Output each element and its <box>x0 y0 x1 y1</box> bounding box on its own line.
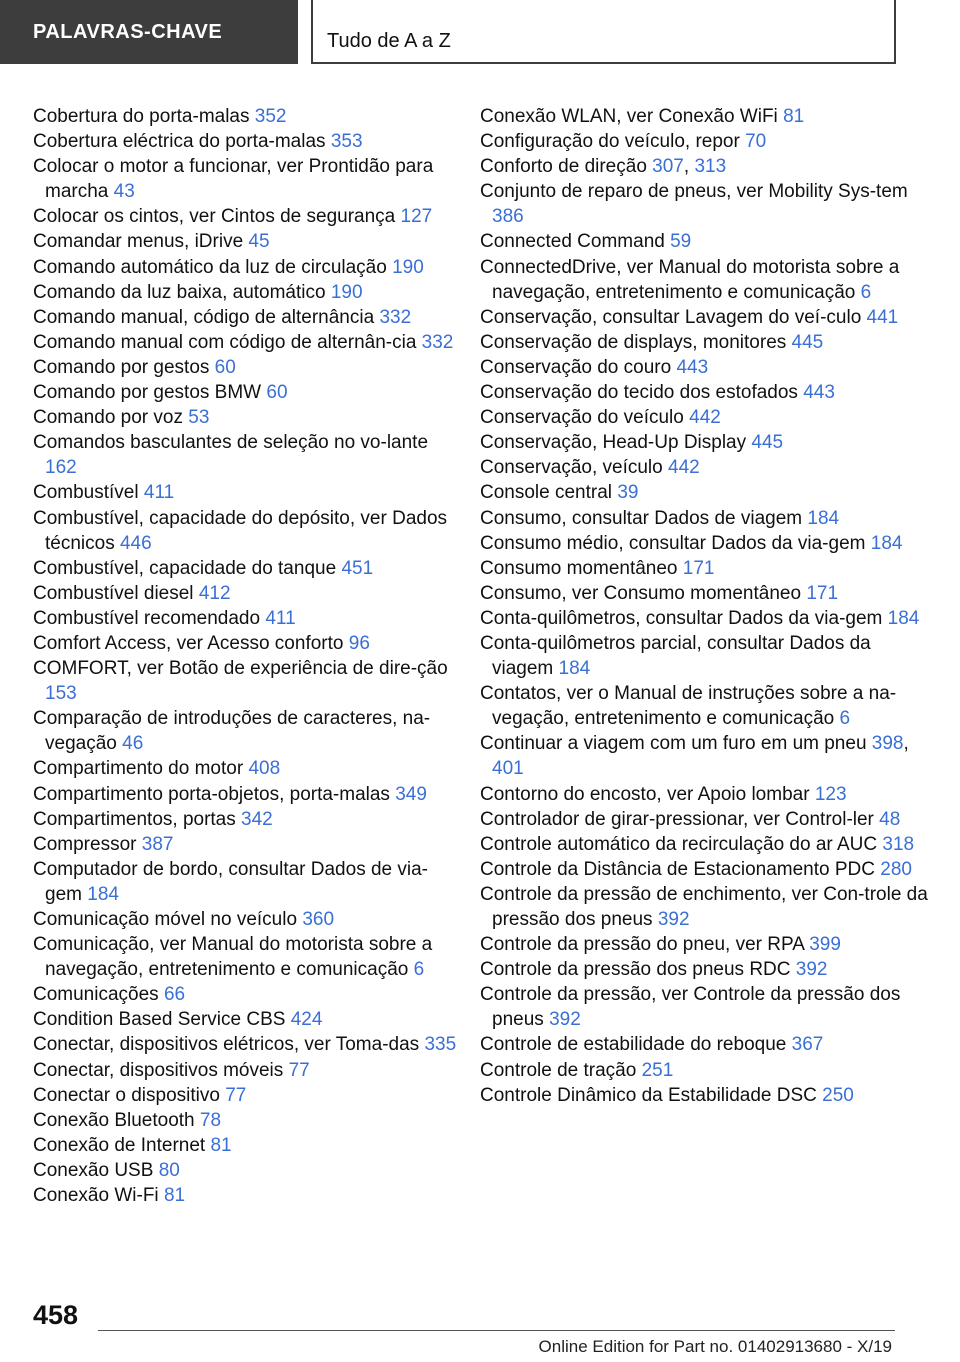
index-term: Conjunto de reparo de pneus, ver Mobility Sys-tem <box>480 181 908 203</box>
index-term: Conectar, dispositivos elétricos, ver Toma-das <box>33 1034 420 1056</box>
index-entry <box>480 857 930 882</box>
page-reference-link[interactable]: 411 <box>143 482 175 504</box>
subsection-tab[interactable]: Tudo de A a Z <box>311 0 896 64</box>
page-reference-link[interactable]: 360 <box>302 909 335 930</box>
index-entry <box>480 179 930 229</box>
index-term: Combustível recomendado <box>33 607 261 629</box>
page-reference-link[interactable]: 6 <box>839 708 851 730</box>
page-reference-link[interactable]: 46 <box>122 733 144 755</box>
page-reference-link[interactable]: 451 <box>341 557 374 579</box>
page-reference-link[interactable]: 66 <box>163 984 186 1006</box>
page-reference-link[interactable]: 318 <box>882 833 915 855</box>
page-reference-link[interactable]: 60 <box>266 382 288 404</box>
page-reference-link[interactable]: 446 <box>119 532 152 554</box>
page-reference-link[interactable]: 443 <box>803 382 835 404</box>
index-entry <box>33 204 463 229</box>
index-entry <box>33 656 463 706</box>
index-term: Controle da pressão de enchimento, ver Con-trole da pressão dos pneus <box>480 883 928 930</box>
index-term: Comfort Access, ver Acesso conforto <box>33 632 344 654</box>
page-reference-link[interactable]: 392 <box>795 959 828 981</box>
index-term: Contorno do encosto, ver Apoio lombar <box>480 783 810 805</box>
page-reference-link[interactable]: 162 <box>45 457 77 479</box>
index-entry <box>33 405 463 430</box>
index-term: Combustível, capacidade do depósito, ver Dados técnicos <box>33 507 448 554</box>
index-term: Comando manual com código de alternân-cia <box>33 331 417 353</box>
index-term: Controle Dinâmico da Estabilidade DSC <box>480 1084 817 1106</box>
index-entry <box>480 480 930 505</box>
index-entry <box>480 932 930 957</box>
page-reference-link[interactable]: 184 <box>807 507 840 529</box>
index-term: Consumo, consultar Dados de viagem <box>480 507 803 529</box>
index-entry <box>480 681 930 731</box>
page-reference-link[interactable]: 184 <box>870 532 903 554</box>
index-term: Controle automático da recirculação do ar AUC <box>480 833 878 855</box>
index-entry <box>33 581 463 606</box>
page-reference-link[interactable]: 184 <box>887 607 920 629</box>
index-entry <box>33 631 463 656</box>
page-reference-link[interactable]: 353 <box>330 131 363 153</box>
page-reference-link[interactable]: 60 <box>214 356 236 378</box>
index-entry <box>33 706 463 756</box>
page-reference-link[interactable]: 81 <box>210 1134 232 1156</box>
index-term: Controle da pressão do pneu, ver RPA <box>480 934 804 956</box>
index-entry <box>33 305 463 330</box>
index-entry <box>33 355 463 380</box>
index-term: Colocar os cintos, ver Cintos de segurança <box>33 206 396 228</box>
index-term: Comparação de introduções de caracteres, na-vegação <box>33 708 431 755</box>
index-entry <box>480 355 930 380</box>
page-reference-link[interactable]: 153 <box>45 683 77 705</box>
page-reference-link[interactable]: 80 <box>158 1159 180 1181</box>
index-entry <box>480 1032 930 1057</box>
index-entry <box>480 982 930 1032</box>
index-entry <box>480 1083 930 1108</box>
index-term: Controle da pressão, ver Controle da pressão dos pneus <box>480 984 901 1031</box>
index-term: Console central <box>480 482 613 504</box>
page-reference-link[interactable]: 367 <box>791 1034 824 1056</box>
index-entry <box>480 631 930 681</box>
page-reference-link[interactable]: 184 <box>87 883 119 905</box>
page-reference-link[interactable]: 171 <box>682 557 715 579</box>
index-entry <box>33 932 463 982</box>
index-term: Comunicações <box>33 984 159 1006</box>
page-reference-link[interactable]: 127 <box>400 206 433 228</box>
index-entry <box>480 832 930 857</box>
page-reference-link[interactable]: 6 <box>413 959 425 981</box>
section-tab[interactable]: PALAVRAS-CHAVE <box>0 0 298 64</box>
index-entry <box>480 380 930 405</box>
index-term: Configuração do veículo, repor <box>480 131 740 153</box>
index-entry: Conforto de direção 307, 313 <box>480 156 727 178</box>
index-entry <box>480 882 930 932</box>
page-header <box>0 0 960 66</box>
page-reference-link[interactable]: 77 <box>225 1084 247 1106</box>
index-entry <box>480 957 930 982</box>
index-entry <box>33 556 463 581</box>
page-reference-link[interactable]: 250 <box>822 1084 854 1106</box>
page-reference-link[interactable]: 6 <box>860 281 872 303</box>
index-entry <box>480 455 930 480</box>
index-term: Conexão WLAN, ver Conexão WiFi <box>480 106 778 127</box>
index-term: Comandos basculantes de seleção no vo-lante <box>33 432 429 454</box>
index-term: Contatos, ver o Manual de instruções sobre a na-vegação, entretenimento e comunicação <box>480 683 897 730</box>
index-term: Comando automático da luz de circulação <box>33 256 387 278</box>
page-reference-link[interactable]: 392 <box>549 1009 581 1031</box>
index-entry <box>480 305 930 330</box>
index-entry <box>33 1083 463 1108</box>
page-reference-link[interactable]: 280 <box>880 858 912 880</box>
index-term: Combustível diesel <box>33 582 194 604</box>
index-term: Conservação, veículo <box>480 457 663 479</box>
index-entry <box>480 405 930 430</box>
index-term: Comunicação, ver Manual do motorista sobre a navegação, entretenimento e comunicação <box>33 934 433 981</box>
index-term: Comando da luz baixa, automático <box>33 281 326 303</box>
index-entry <box>33 480 463 505</box>
index-term: Conta-quilômetros parcial, consultar Dados da viagem <box>480 632 871 680</box>
index-term: Comando por voz <box>33 407 183 429</box>
page-reference-link[interactable]: 251 <box>641 1059 674 1081</box>
index-entry <box>33 280 463 305</box>
index-entry <box>33 832 463 857</box>
index-term: Compartimentos, portas <box>33 808 236 830</box>
index-term: Computador de bordo, consultar Dados de via-gem <box>33 858 429 905</box>
index-entry <box>480 556 930 581</box>
index-term: Conservação de displays, monitores <box>480 331 787 353</box>
page-reference-link[interactable]: 335 <box>424 1034 457 1056</box>
index-entry <box>480 330 930 355</box>
page-reference-link[interactable]: 398 <box>871 733 904 755</box>
index-entry <box>480 1058 930 1083</box>
page-reference-link[interactable]: 123 <box>814 783 847 805</box>
page-reference-link[interactable]: 53 <box>188 407 210 429</box>
index-entry <box>33 1058 463 1083</box>
index-entry <box>480 581 930 606</box>
index-entry <box>33 330 463 355</box>
page-reference-link[interactable]: 332 <box>421 331 454 353</box>
index-term: Compartimento porta-objetos, porta-malas <box>33 783 390 805</box>
index-entry <box>33 506 463 556</box>
page-reference-link[interactable]: 70 <box>745 131 767 153</box>
index-entry <box>33 857 463 907</box>
index-term: Conectar, dispositivos móveis <box>33 1059 284 1081</box>
index-term: Conservação, Head-Up Display <box>480 432 747 454</box>
index-entry <box>33 1133 463 1158</box>
index-term: Controle da Distância de Estacionamento PDC <box>480 858 875 880</box>
index-term: Conta-quilômetros, consultar Dados da via-gem <box>480 607 883 629</box>
page-reference-link[interactable]: 441 <box>866 306 899 328</box>
page-number: 458 <box>33 1300 79 1330</box>
index-entry <box>33 907 463 932</box>
page-reference-link[interactable]: 352 <box>254 106 287 127</box>
index-column-left <box>33 104 463 1208</box>
index-entry <box>33 430 463 480</box>
index-term: Comando manual, código de alternância <box>33 306 375 328</box>
index-term: Comando por gestos BMW <box>33 382 262 404</box>
page-reference-link[interactable]: 424 <box>290 1009 323 1031</box>
index-entry <box>480 531 930 556</box>
page-reference-link[interactable]: 401 <box>492 758 524 780</box>
index-entry <box>33 756 463 781</box>
page-reference-link[interactable]: 443 <box>676 356 709 378</box>
index-term: Controle de estabilidade do reboque <box>480 1034 787 1056</box>
index-entry <box>480 129 930 154</box>
page-reference-link[interactable]: 48 <box>879 808 901 830</box>
page-reference-link[interactable]: 442 <box>689 407 721 429</box>
page-reference-link[interactable]: 307 <box>652 156 684 178</box>
index-term: Cobertura do porta-malas <box>33 106 250 127</box>
index-term: Consumo médio, consultar Dados da via-gem <box>480 532 866 554</box>
index-entry <box>480 807 930 832</box>
index-entry <box>33 807 463 832</box>
index-entry <box>33 154 463 204</box>
page-reference-link[interactable]: 78 <box>199 1109 222 1131</box>
page-reference-link[interactable]: 399 <box>809 934 841 956</box>
index-entry <box>33 380 463 405</box>
page-reference-link[interactable]: 445 <box>791 331 824 353</box>
index-entry <box>33 1158 463 1183</box>
index-entry <box>33 606 463 631</box>
index-term: Controle da pressão dos pneus RDC <box>480 959 791 981</box>
index-term: ConnectedDrive, ver Manual do motorista sobre a navegação, entretenimento e comunicação <box>480 256 900 303</box>
index-term: Comando por gestos <box>33 356 210 378</box>
index-term: Compartimento do motor <box>33 758 244 780</box>
page-reference-link[interactable]: 332 <box>379 306 412 328</box>
index-term: Conexão USB <box>33 1159 154 1181</box>
index-term: Combustível, capacidade do tanque <box>33 557 337 579</box>
page-reference-link[interactable]: 96 <box>348 632 370 654</box>
index-entry <box>33 129 463 154</box>
index-term: Connected Command <box>480 231 665 253</box>
page-reference-link[interactable]: 411 <box>265 607 296 629</box>
index-term: Conforto de direção <box>480 156 647 178</box>
index-term: Comandar menus, iDrive <box>33 231 244 253</box>
index-entry <box>480 506 930 531</box>
page-reference-link[interactable]: 184 <box>558 658 591 680</box>
index-term: Comunicação móvel no veículo <box>33 909 298 930</box>
index-term: Consumo momentâneo <box>480 557 678 579</box>
index-term: Cobertura eléctrica do porta-malas <box>33 131 326 153</box>
index-entry <box>33 1183 463 1208</box>
index-term: Condition Based Service CBS <box>33 1009 286 1031</box>
index-term: Controlador de girar-pressionar, ver Control-ler <box>480 808 874 830</box>
index-term: Colocar o motor a funcionar, ver Prontidão para marcha <box>33 156 434 203</box>
index-entry <box>33 229 463 254</box>
index-term: Combustível <box>33 482 139 504</box>
index-entry <box>480 255 930 305</box>
page-reference-link[interactable]: 81 <box>163 1185 186 1207</box>
index-term: Conservação do couro <box>480 356 672 378</box>
index-entry <box>33 1007 463 1032</box>
index-entry <box>33 104 463 129</box>
index-term: Conexão Bluetooth <box>33 1109 195 1131</box>
index-entry <box>480 606 930 631</box>
index-entry <box>480 229 930 254</box>
index-entry <box>33 782 463 807</box>
index-entry <box>33 1032 463 1057</box>
index-entry <box>480 104 930 129</box>
index-term: Compressor <box>33 833 137 855</box>
index-entry <box>33 255 463 280</box>
index-entry <box>480 430 930 455</box>
index-term: Conservação do tecido dos estofados <box>480 382 798 404</box>
index-entry <box>33 1108 463 1133</box>
page-reference-link[interactable]: 43 <box>113 181 135 203</box>
index-entry <box>480 782 930 807</box>
page-reference-link[interactable]: 190 <box>392 256 424 278</box>
page-reference-link[interactable]: 342 <box>241 808 273 830</box>
page-reference-link[interactable]: 349 <box>395 783 427 805</box>
index-term: Conexão de Internet <box>33 1134 206 1156</box>
page-reference-link[interactable]: 190 <box>330 281 363 303</box>
edition-footer: Online Edition for Part no. 01402913680 - X/19 <box>538 1337 892 1356</box>
index-entry: Continuar a viagem com um furo em um pneu 398, 401 <box>480 733 909 780</box>
page-reference-link[interactable]: 59 <box>670 231 692 253</box>
index-term: Conservação do veículo <box>480 407 684 429</box>
index-entry <box>33 982 463 1007</box>
index-term: Controle de tração <box>480 1059 637 1081</box>
page-reference-link[interactable]: 445 <box>751 432 784 454</box>
page-reference-link[interactable]: 442 <box>668 457 700 479</box>
page-reference-link[interactable]: 39 <box>617 482 639 504</box>
page-reference-link[interactable]: 412 <box>198 582 231 604</box>
index-term: Conectar o dispositivo <box>33 1084 220 1106</box>
page-reference-link[interactable]: 77 <box>288 1059 310 1081</box>
index-term: Conexão Wi-Fi <box>33 1185 159 1207</box>
page-reference-link[interactable]: 81 <box>783 106 805 127</box>
index-term: Conservação, consultar Lavagem do veí-culo <box>480 306 862 328</box>
page-reference-link[interactable]: 386 <box>492 206 524 228</box>
index-term: Consumo, ver Consumo momentâneo <box>480 582 802 604</box>
page-reference-link[interactable]: 313 <box>694 156 727 178</box>
page-reference-link[interactable]: 387 <box>141 833 174 855</box>
index-term: COMFORT, ver Botão de experiência de dire-ção <box>33 658 448 680</box>
page-reference-link[interactable]: 392 <box>657 909 690 930</box>
footer-divider <box>98 1330 895 1331</box>
index-term: Continuar a viagem com um furo em um pneu <box>480 733 867 755</box>
page-reference-link[interactable]: 45 <box>248 231 270 253</box>
index-column-right <box>480 104 930 1108</box>
page-reference-link[interactable]: 171 <box>806 582 839 604</box>
page-reference-link[interactable]: 408 <box>248 758 281 780</box>
